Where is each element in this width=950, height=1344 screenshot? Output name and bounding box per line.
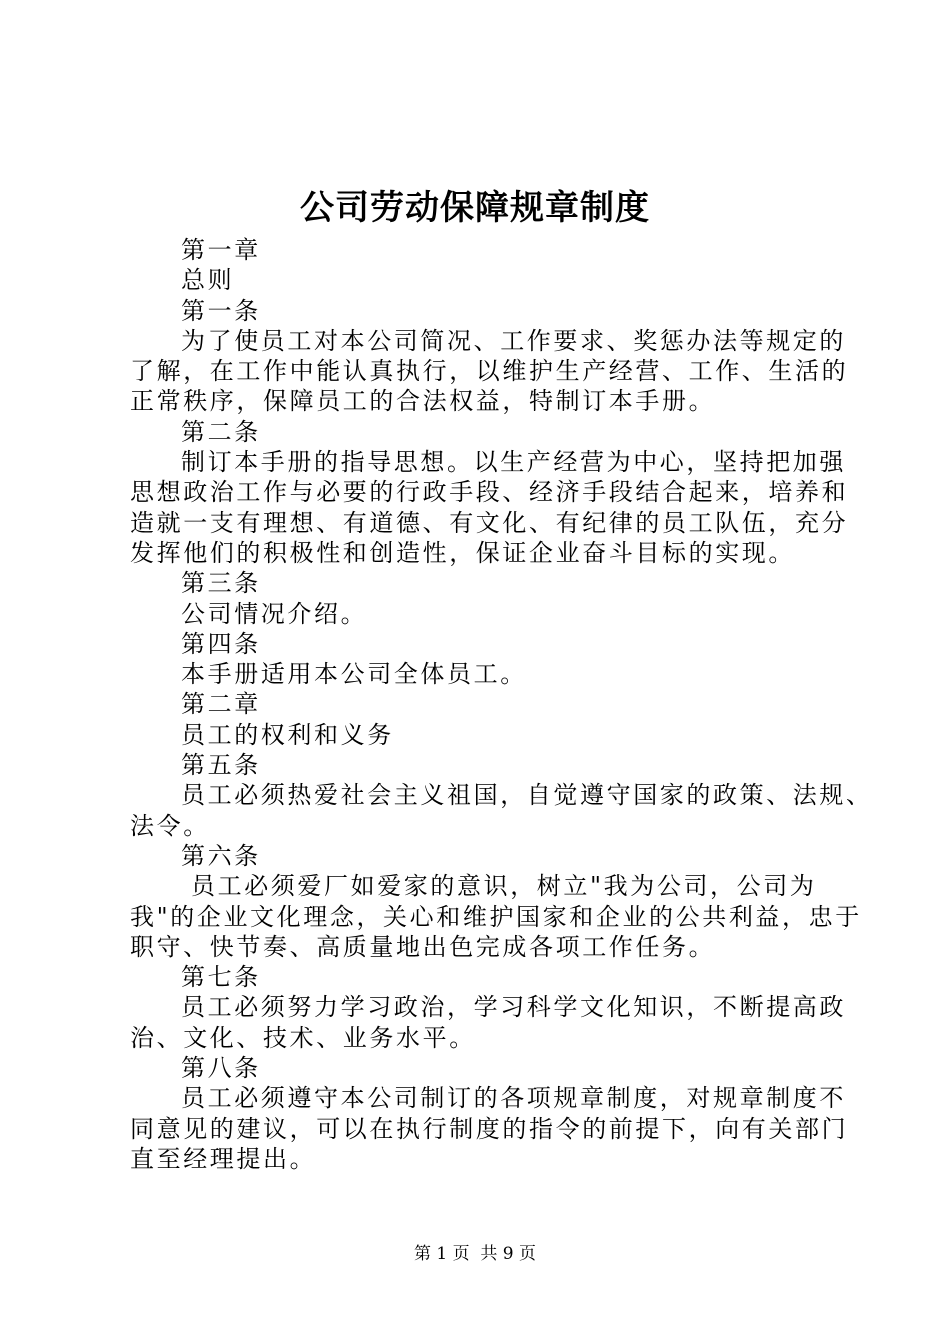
body-line: 了解，在工作中能认真执行，以维护生产经营、工作、生活的: [130, 357, 849, 386]
body-line: 发挥他们的积极性和创造性，保证企业奋斗目标的实现。: [130, 538, 795, 567]
body-line: 第一章: [181, 236, 261, 264]
body-line: 法令。: [130, 811, 210, 840]
body-line: 公司情况介绍。: [181, 599, 368, 628]
body-line: 治、文化、技术、业务水平。: [130, 1023, 476, 1052]
body-line: 第二条: [181, 417, 261, 446]
body-line: 职守、快节奏、高质量地出色完成各项工作任务。: [130, 932, 716, 961]
body-line: 思想政治工作与必要的行政手段、经济手段结合起来，培养和: [130, 478, 849, 507]
body-line: 总则: [181, 266, 235, 295]
body-line: 为了使员工对本公司简况、工作要求、奖惩办法等规定的: [181, 326, 846, 355]
document-title: 公司劳动保障规章制度: [300, 188, 650, 228]
body-line: 第三条: [181, 569, 261, 598]
body-line: 第六条: [181, 841, 261, 870]
body-line: 制订本手册的指导思想。以生产经营为中心，坚持把加强: [181, 448, 846, 477]
body-line: 员工必须爱厂如爱家的意识，树立"我为公司，公司为: [191, 872, 817, 901]
body-line: 员工必须热爱社会主义祖国，自觉遵守国家的政策、法规、: [181, 781, 873, 810]
body-line: 员工必须遵守本公司制订的各项规章制度，对规章制度不: [181, 1084, 846, 1113]
body-line: 造就一支有理想、有道德、有文化、有纪律的员工队伍，充分: [130, 508, 849, 537]
body-line: 正常秩序，保障员工的合法权益，特制订本手册。: [130, 387, 716, 416]
body-line: 员工必须努力学习政治，学习科学文化知识，不断提高政: [181, 993, 846, 1022]
body-line: 第七条: [181, 963, 261, 992]
body-line: 同意见的建议，可以在执行制度的指令的前提下，向有关部门: [130, 1114, 849, 1143]
body-line: 员工的权利和义务: [181, 720, 394, 749]
body-line: 第二章: [181, 690, 261, 719]
body-line: 第八条: [181, 1054, 261, 1083]
page-number-footer: 第 1 页 共 9 页: [413, 1244, 537, 1264]
body-line: 第五条: [181, 751, 261, 780]
body-line: 本手册适用本公司全体员工。: [181, 660, 527, 689]
document-body: [130, 235, 873, 1174]
body-line: 第四条: [181, 629, 261, 658]
body-line: 我"的企业文化理念，关心和维护国家和企业的公共利益，忠于: [130, 902, 862, 931]
body-line: 直至经理提出。: [130, 1144, 317, 1173]
body-line: 第一条: [181, 296, 261, 325]
